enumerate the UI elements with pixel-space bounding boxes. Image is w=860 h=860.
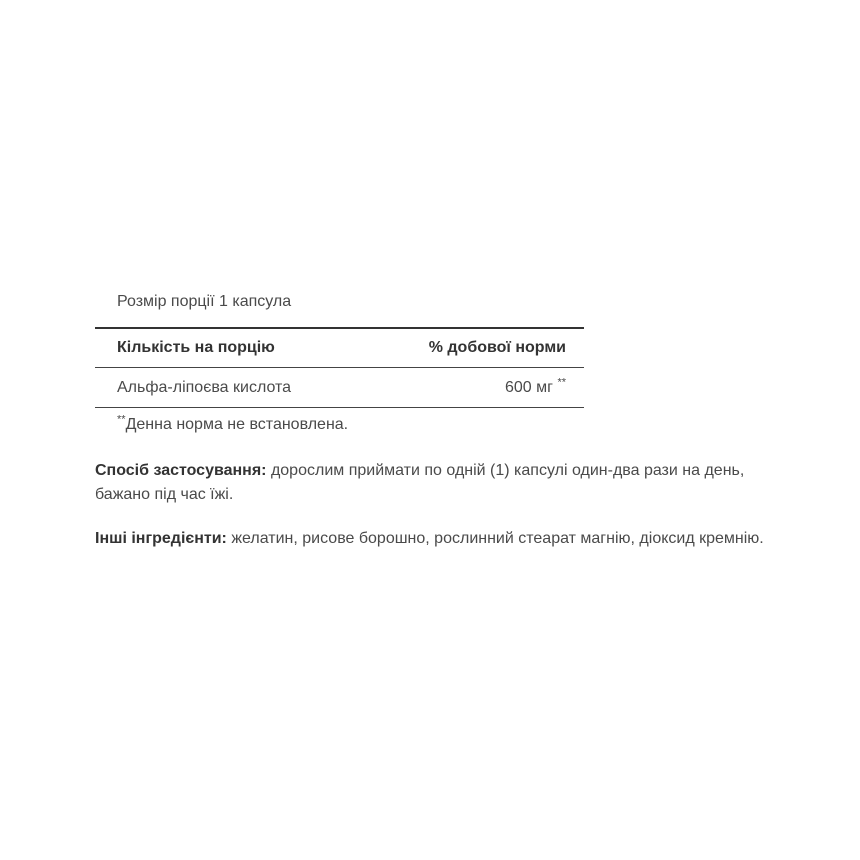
- other-ingredients-paragraph: [95, 527, 775, 551]
- serving-size: Розмір порції 1 капсула: [117, 293, 292, 310]
- table-header-row: [95, 328, 584, 368]
- usage-label: Спосіб застосування:: [95, 462, 267, 479]
- footnote-text: Денна норма не встановлена.: [125, 416, 349, 433]
- footnote: [117, 413, 349, 434]
- ingredient-amount-cell: [362, 368, 584, 408]
- column-header-daily-value: % добової норми: [428, 339, 566, 356]
- usage-paragraph: [95, 459, 775, 507]
- other-ingredients-label: Інші інгредієнти:: [95, 530, 227, 547]
- footnote-marker: **: [557, 376, 566, 389]
- ingredient-amount: 600 мг: [505, 378, 553, 396]
- column-header-amount: Кількість на порцію: [117, 339, 275, 356]
- usage-text: дорослим приймати по одній (1) капсулі один-два рази на день, бажано під час їжі.: [95, 462, 745, 503]
- other-ingredients-text: желатин, рисове борошно, рослинний стеарат магнію, діоксид кремнію.: [226, 530, 764, 547]
- supplement-facts-table: [95, 327, 584, 408]
- footnote-mark: **: [117, 413, 126, 426]
- ingredient-name: Альфа-ліпоєва кислота: [117, 378, 292, 396]
- table-row: [95, 368, 584, 408]
